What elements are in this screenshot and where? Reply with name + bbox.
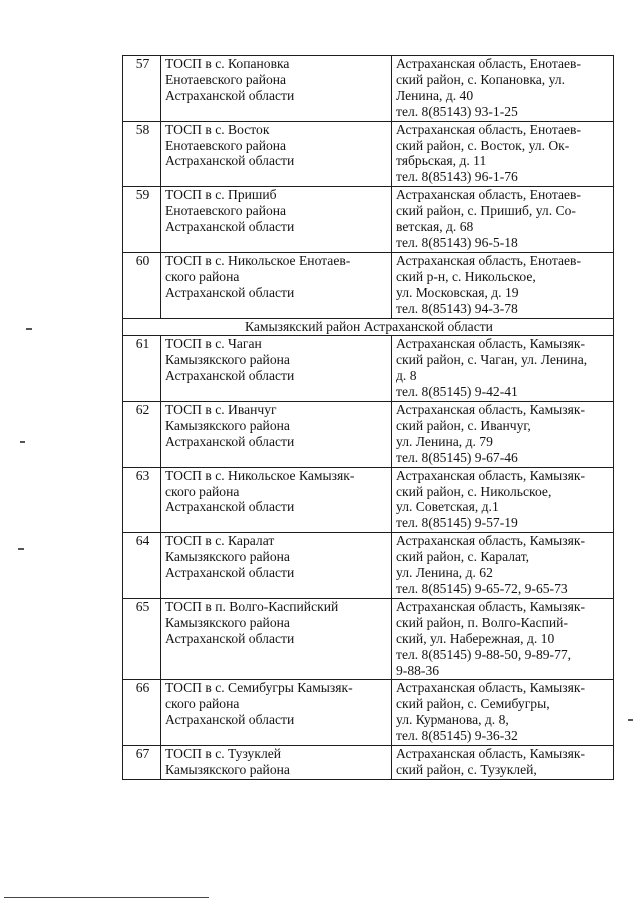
table-row bbox=[123, 336, 614, 402]
address-cell bbox=[392, 467, 614, 533]
address-line: ул. Московская, д. 19 bbox=[396, 284, 519, 300]
table-row bbox=[123, 402, 614, 468]
office-name-line: Астраханской области bbox=[165, 153, 295, 169]
office-name-line: Енотаевского района bbox=[165, 203, 287, 219]
address-line: Астраханская область, Енотаев- bbox=[396, 187, 581, 203]
address-line: тел. 8(85143) 96-5-18 bbox=[396, 234, 518, 250]
office-name-line: ТОСП в с. Копановка bbox=[165, 56, 290, 71]
office-name-cell bbox=[161, 121, 392, 187]
section-header-row bbox=[123, 318, 614, 336]
address-line: Астраханская область, Камызяк- bbox=[396, 533, 586, 549]
office-name-line: Камызякского района bbox=[165, 614, 290, 630]
table-row bbox=[123, 598, 614, 680]
address-line: ский район, с. Каралат, bbox=[396, 549, 530, 565]
table-row bbox=[123, 121, 614, 187]
address-line: ветская, д. 68 bbox=[396, 219, 474, 235]
footnote-rule bbox=[4, 897, 209, 898]
office-name-cell bbox=[161, 533, 392, 599]
address-cell bbox=[392, 680, 614, 746]
scan-mark bbox=[628, 719, 633, 721]
row-number: 67 bbox=[123, 746, 161, 780]
office-name-line: Астраханской области bbox=[165, 284, 295, 300]
office-name-cell bbox=[161, 680, 392, 746]
table-row bbox=[123, 56, 614, 122]
office-name-cell bbox=[161, 402, 392, 468]
office-name-line: Камызякского района bbox=[165, 352, 290, 368]
office-name-line: Камызякского района bbox=[165, 761, 290, 777]
office-name-line: ТОСП в с. Тузуклей bbox=[165, 746, 282, 762]
scan-mark bbox=[18, 548, 24, 550]
office-name-line: Камызякского района bbox=[165, 417, 290, 433]
registry-table-body bbox=[123, 56, 614, 780]
address-line: ский р-н, с. Никольское, bbox=[396, 268, 536, 284]
address-line: ский район, с. Тузуклей, bbox=[396, 761, 537, 777]
office-name-line: ТОСП в с. Восток bbox=[165, 121, 270, 137]
table-row bbox=[123, 252, 614, 318]
address-line: тябрьская, д. 11 bbox=[396, 153, 487, 169]
office-name-line: ТОСП в п. Волго-Каспийский bbox=[165, 598, 339, 614]
address-line: ский район, с. Семибугры, bbox=[396, 696, 550, 712]
row-number: 66 bbox=[123, 680, 161, 746]
office-name-line: Енотаевского района bbox=[165, 137, 287, 153]
office-name-line: Камызякского района bbox=[165, 549, 290, 565]
office-name-line: ТОСП в с. Чаган bbox=[165, 336, 262, 352]
office-name-cell bbox=[161, 598, 392, 680]
address-line: ский район, с. Копановка, ул. bbox=[396, 71, 565, 87]
office-name-line: Астраханской области bbox=[165, 712, 295, 728]
office-name-cell bbox=[161, 187, 392, 253]
office-name-cell bbox=[161, 56, 392, 122]
address-line: Ленина, д. 40 bbox=[396, 87, 474, 103]
address-line: тел. 8(85145) 9-88-50, 9-89-77, bbox=[396, 646, 572, 662]
office-name-line: ского района bbox=[165, 696, 240, 712]
address-line: д. 8 bbox=[396, 368, 417, 384]
address-line: ский район, с. Восток, ул. Ок- bbox=[396, 137, 570, 153]
office-name-cell bbox=[161, 746, 392, 780]
section-title: Камызякский район Астраханской области bbox=[123, 318, 614, 336]
row-number: 57 bbox=[123, 56, 161, 122]
address-cell bbox=[392, 598, 614, 680]
office-name-line: Астраханской области bbox=[165, 87, 295, 103]
address-cell bbox=[392, 252, 614, 318]
address-line: ул. Курманова, д. 8, bbox=[396, 712, 509, 728]
address-line: ский, ул. Набережная, д. 10 bbox=[396, 630, 555, 646]
office-name-line: Енотаевского района bbox=[165, 71, 287, 87]
table-row bbox=[123, 187, 614, 253]
office-name-line: Астраханской области bbox=[165, 565, 295, 581]
office-name-line: ТОСП в с. Никольское Енотаев- bbox=[165, 252, 351, 268]
office-name-line: ТОСП в с. Иванчуг bbox=[165, 402, 277, 418]
address-line: ский район, с. Пришиб, ул. Со- bbox=[396, 203, 576, 219]
office-name-cell bbox=[161, 467, 392, 533]
address-line: Астраханская область, Камызяк- bbox=[396, 598, 586, 614]
address-line: Астраханская область, Камызяк- bbox=[396, 467, 586, 483]
address-line: ул. Ленина, д. 62 bbox=[396, 565, 493, 581]
office-name-line: ТОСП в с. Семибугры Камызяк- bbox=[165, 680, 353, 696]
address-line: Астраханская область, Камызяк- bbox=[396, 336, 586, 352]
row-number: 58 bbox=[123, 121, 161, 187]
address-line: Астраханская область, Енотаев- bbox=[396, 56, 581, 71]
scan-mark bbox=[26, 328, 32, 330]
office-name-line: Астраханской области bbox=[165, 219, 295, 235]
office-name-line: Астраханской области bbox=[165, 499, 295, 515]
office-name-cell bbox=[161, 336, 392, 402]
table-row bbox=[123, 533, 614, 599]
address-line: тел. 8(85145) 9-42-41 bbox=[396, 384, 518, 400]
office-name-line: Астраханской области bbox=[165, 630, 295, 646]
scan-mark bbox=[20, 441, 25, 443]
row-number: 65 bbox=[123, 598, 161, 680]
address-cell bbox=[392, 746, 614, 780]
address-line: тел. 8(85143) 93-1-25 bbox=[396, 103, 518, 119]
row-number: 61 bbox=[123, 336, 161, 402]
address-line: тел. 8(85145) 9-57-19 bbox=[396, 515, 518, 531]
address-line: ский район, п. Волго-Каспий- bbox=[396, 614, 568, 630]
address-line: тел. 8(85143) 96-1-76 bbox=[396, 169, 518, 185]
table-row bbox=[123, 746, 614, 780]
address-cell bbox=[392, 402, 614, 468]
address-cell bbox=[392, 187, 614, 253]
office-name-line: Астраханской области bbox=[165, 368, 295, 384]
row-number: 59 bbox=[123, 187, 161, 253]
address-line: 9-88-36 bbox=[396, 662, 440, 678]
address-cell bbox=[392, 336, 614, 402]
office-name-line: ТОСП в с. Никольское Камызяк- bbox=[165, 467, 355, 483]
registry-table bbox=[122, 55, 614, 780]
table-row bbox=[123, 680, 614, 746]
address-line: Астраханская область, Камызяк- bbox=[396, 680, 586, 696]
address-line: ул. Ленина, д. 79 bbox=[396, 433, 493, 449]
address-line: Астраханская область, Камызяк- bbox=[396, 402, 586, 418]
office-name-line: ского района bbox=[165, 483, 240, 499]
office-name-line: ТОСП в с. Каралат bbox=[165, 533, 275, 549]
address-line: ский район, с. Иванчуг, bbox=[396, 417, 531, 433]
row-number: 60 bbox=[123, 252, 161, 318]
row-number: 64 bbox=[123, 533, 161, 599]
office-name-line: ТОСП в с. Пришиб bbox=[165, 187, 277, 203]
row-number: 62 bbox=[123, 402, 161, 468]
address-cell bbox=[392, 533, 614, 599]
office-name-cell bbox=[161, 252, 392, 318]
address-line: ский район, с. Никольское, bbox=[396, 483, 552, 499]
address-cell bbox=[392, 56, 614, 122]
table-row bbox=[123, 467, 614, 533]
address-line: ул. Советская, д.1 bbox=[396, 499, 499, 515]
address-line: Астраханская область, Камызяк- bbox=[396, 746, 586, 762]
address-line: ский район, с. Чаган, ул. Ленина, bbox=[396, 352, 588, 368]
row-number: 63 bbox=[123, 467, 161, 533]
address-line: тел. 8(85145) 9-67-46 bbox=[396, 449, 518, 465]
office-name-line: ского района bbox=[165, 268, 240, 284]
address-line: тел. 8(85143) 94-3-78 bbox=[396, 300, 518, 316]
office-name-line: Астраханской области bbox=[165, 433, 295, 449]
address-line: Астраханская область, Енотаев- bbox=[396, 121, 581, 137]
address-line: тел. 8(85145) 9-65-72, 9-65-73 bbox=[396, 581, 568, 596]
address-line: Астраханская область, Енотаев- bbox=[396, 252, 581, 268]
address-cell bbox=[392, 121, 614, 187]
address-line: тел. 8(85145) 9-36-32 bbox=[396, 728, 518, 744]
